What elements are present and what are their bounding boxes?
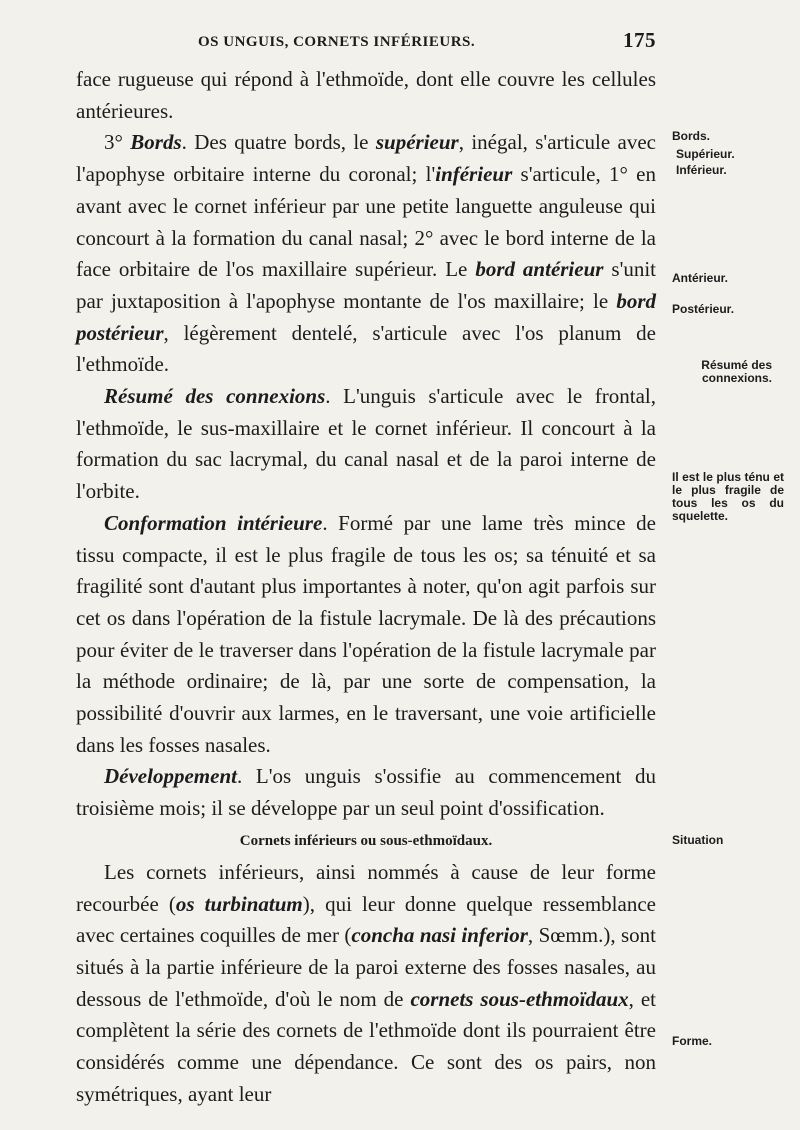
margin-note-inferieur: Inférieur. <box>676 163 727 177</box>
text-run: , inégal, s'articule avec l'apophyse orbitaire interne du coronal; l' <box>76 130 656 187</box>
text-run: . L'unguis s'articule avec le frontal, l'ethmoïde, le sus-maxillaire et le cornet inférieur. Il concourt à la formation du sac lacrymal, du canal nasal et de la paroi interne de l'orbite. <box>76 384 656 504</box>
term-resume-connexions: Résumé des connexions <box>104 384 326 409</box>
paragraph-bords <box>76 127 656 381</box>
margin-note-resume: Résumé des connexions. <box>701 358 772 385</box>
running-title: OS UNGUIS, CORNETS INFÉRIEURS. <box>198 34 476 50</box>
term-bords: Bords <box>130 130 182 155</box>
term-bord-posterieur: bord postérieur <box>76 288 656 345</box>
text-run: ), qui leur donne quelque ressemblance avec certaines coquilles de mer ( <box>76 891 656 948</box>
page-body <box>76 64 656 1111</box>
margin-note-situation: Situation <box>672 833 724 847</box>
text-run: s'unit par juxtaposition à l'apophyse montante de l'os maxillaire; le <box>76 257 657 313</box>
margin-note-fragile: Il est le plus ténu et le plus fragile de tous les os du squelette. <box>672 470 784 523</box>
paragraph-cornets <box>76 857 656 1111</box>
paragraph-conformation <box>76 508 656 762</box>
text-run: , légèrement dentelé, s'articule avec l'os planum de l'ethmoïde. <box>76 320 656 377</box>
term-cornets-sous-ethmoidaux: cornets sous-ethmoïdaux <box>410 986 629 1011</box>
paragraph-connexions <box>76 381 656 508</box>
paragraph-developpement <box>76 761 656 824</box>
margin-note-bords: Bords. <box>672 129 711 143</box>
term-conformation-interieure: Conformation intérieure <box>104 510 323 535</box>
text-run: s'articule, 1° en avant avec le cornet inférieur par une petite languette anguleuse qui concourt à la formation du canal nasal; 2° avec le bord interne de la face orbitaire de l'os maxillaire supérieur. Le <box>76 162 656 282</box>
term-bord-anterieur: bord antérieur <box>475 257 604 282</box>
margin-note-forme: Forme. <box>672 1034 713 1048</box>
term-concha-nasi: concha nasi inferior <box>351 923 528 948</box>
term-superieur: supérieur <box>375 130 459 155</box>
margin-note-posterieur: Postérieur. <box>672 302 735 316</box>
margin-note-superieur: Supérieur. <box>676 147 735 161</box>
text-run: 3° <box>104 130 131 155</box>
term-os-turbinatum: os turbinatum <box>175 891 303 916</box>
text-run: . Formé par une lame très mince de tissu compacte, il est le plus fragile de tous les os; sa ténuité et sa fragilité sont d'autant plus importantes à noter, qu'on agit parfois sur cet os dans l'opération de la fistule lacrymale. De là des précautions pour éviter de le traverser dans l'opération de la fistule lacrymale par la méthode ordinaire; de là, par une sorte de compensation, la possibilité d'ouvrir aux larmes, en le traversant, une voie artificielle dans les fosses nasales. <box>76 510 656 757</box>
text-run: Les cornets inférieurs, ainsi nommés à cause de leur forme recourbée ( <box>76 859 656 916</box>
text-run: . L'os unguis s'ossifie au commencement du troisième mois; il se développe par un seul point d'ossification. <box>76 764 656 821</box>
term-developpement: Développement <box>104 764 237 789</box>
text-run: , Sœmm.), sont situés à la partie inférieure de la paroi externe des fosses nasales, au dessous de l'ethmoïde, d'où le nom de <box>76 923 656 1011</box>
term-inferieur: inférieur <box>435 162 513 187</box>
page-number: 175 <box>623 28 656 52</box>
text-run: , et complètent la série des cornets de l'ethmoïde dont ils pourraient être considérés comme une dépendance. Ce sont des os pairs, non symétriques, ayant leur <box>76 986 657 1106</box>
section-heading: Cornets inférieurs ou sous-ethmoïdaux. <box>239 832 493 849</box>
margin-note-anterieur: Antérieur. <box>672 271 729 285</box>
paragraph-ethmoid-face: face rugueuse qui répond à l'ethmoïde, dont elle couvre les cellules antérieures. <box>76 67 656 123</box>
text-run: . Des quatre bords, le <box>181 130 376 155</box>
